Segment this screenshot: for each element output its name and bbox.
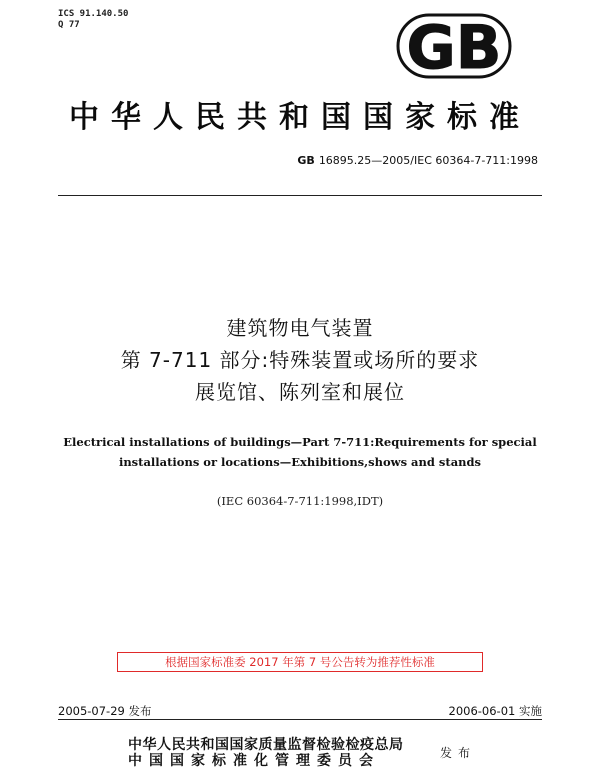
status-notice: 根据国家标准委 2017 年第 7 号公告转为推荐性标准 — [117, 652, 483, 672]
issuer-line-1: 中华人民共和国国家质量监督检验检疫总局 — [128, 737, 404, 753]
bottom-divider — [58, 719, 542, 720]
issuing-standard-body: 中华人民共和国国家标准 — [69, 100, 531, 135]
issue-word: 发布 — [440, 746, 477, 760]
standard-number — [297, 154, 538, 167]
ccs-code: Q 77 — [58, 20, 80, 30]
implementation-date: 2006-06-01 实施 — [448, 704, 542, 718]
standard-code: 16895.25—2005/IEC 60364-7-711:1998 — [318, 154, 538, 167]
gb-logo-text: GB — [406, 13, 502, 80]
classification-codes — [58, 9, 128, 31]
title-cn-line-1: 建筑物电气装置 — [226, 316, 374, 340]
issuer-line-2: 中国国家标准化管理委员会 — [128, 753, 380, 769]
standard-prefix: GB — [297, 154, 315, 167]
title-en-line-1: Electrical installations of buildings—Part 7-711:Requirements for special — [63, 435, 537, 449]
top-divider — [58, 195, 542, 196]
issue-date: 2005-07-29 发布 — [58, 704, 152, 718]
equivalence-note: (IEC 60364-7-711:1998,IDT) — [216, 494, 384, 508]
title-cn-line-3: 展览馆、陈列室和展位 — [195, 380, 405, 404]
title-cn-line-2: 第 7-711 部分:特殊装置或场所的要求 — [120, 348, 480, 372]
gb-logo — [394, 12, 514, 80]
issuing-authorities — [128, 737, 404, 769]
title-en-line-2: installations or locations—Exhibitions,shows and stands — [118, 455, 482, 469]
ics-code: ICS 91.140.50 — [58, 9, 129, 19]
